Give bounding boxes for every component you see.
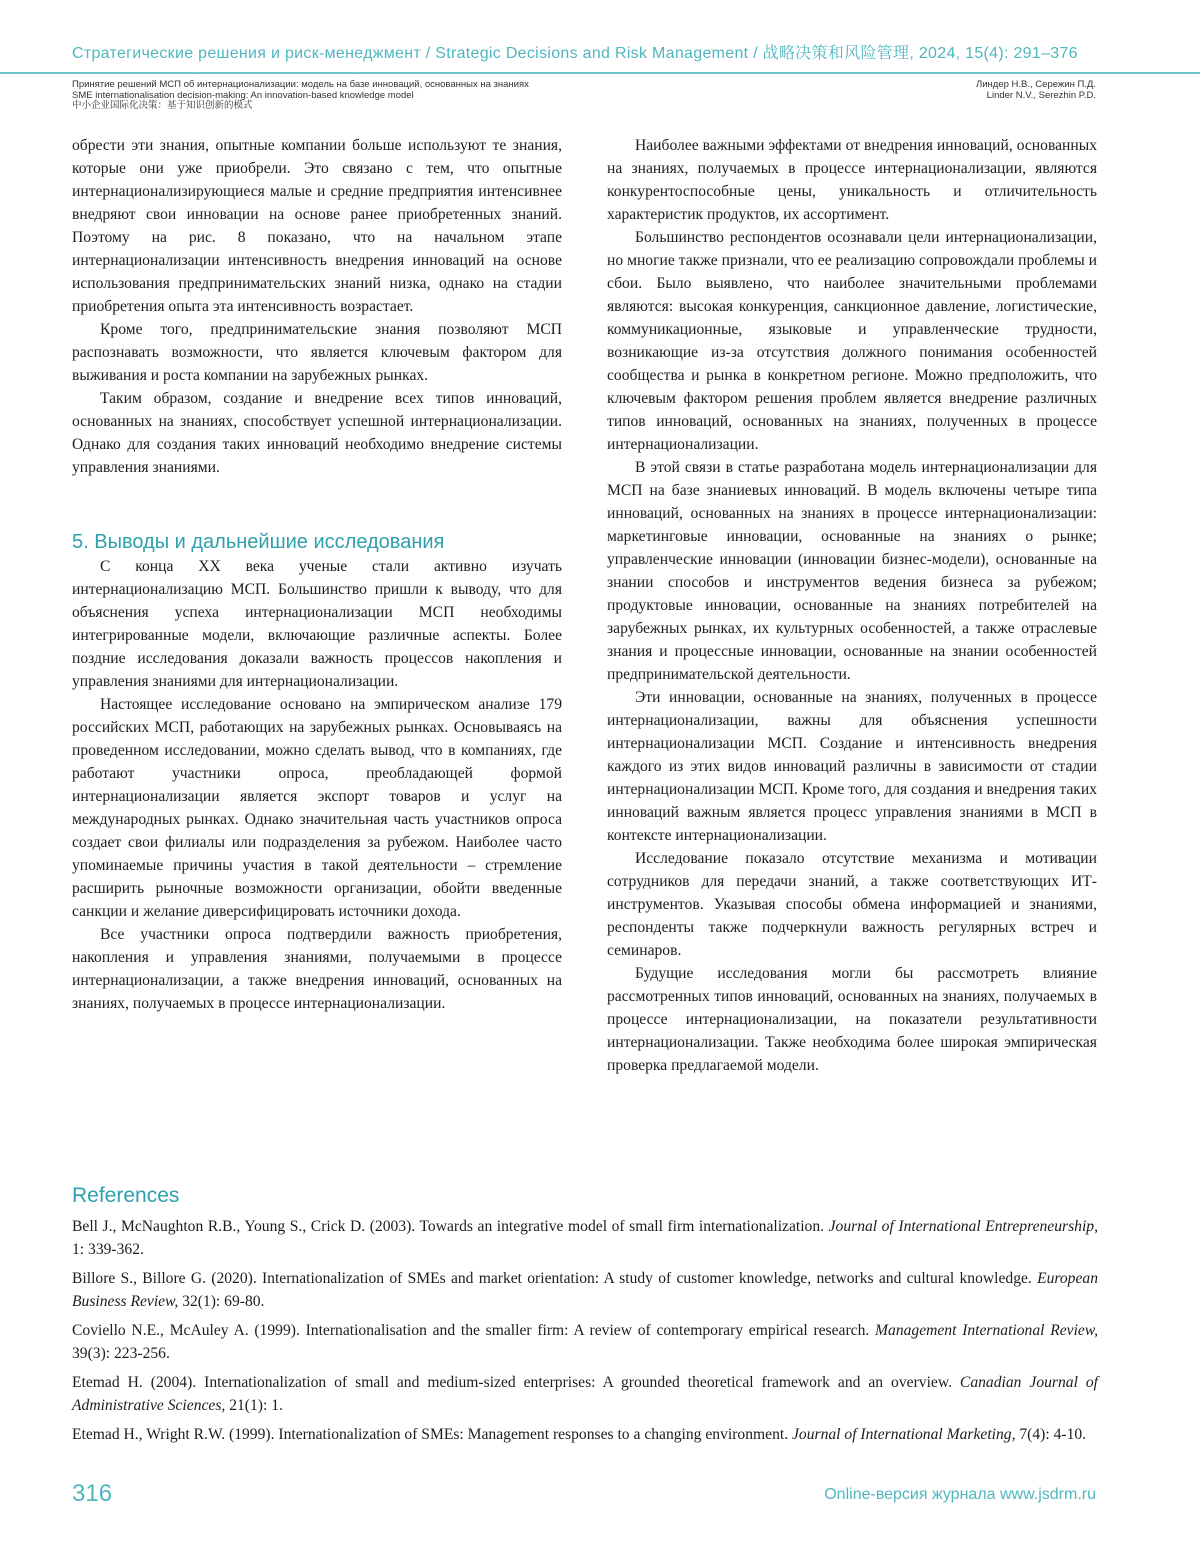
reference-text: Etemad H. (2004). Internationalization of small and medium-sized enterprises: A grounded theoretical framework and an overview. xyxy=(72,1374,960,1391)
left-column xyxy=(72,134,562,1015)
paragraph: Исследование показало отсутствие механизма и мотивации сотрудников для передачи знаний, а также соответствующих ИТ-инструментов. Указывая способы обмена информацией и знаниями, респонденты также подчеркнули важность регулярных встреч и семинаров. xyxy=(607,847,1097,962)
references-heading: References xyxy=(72,1184,179,1208)
running-head-title xyxy=(72,80,772,112)
paragraph: Наиболее важными эффектами от внедрения инноваций, основанных на знаниях, получаемых в процессе интернационализации, являются конкурентоспособные цены, уникальность и отличительность характеристик продуктов, их ассортимент. xyxy=(607,134,1097,226)
reference-source: Journal of International Entrepreneurship, xyxy=(829,1218,1098,1235)
reference-source: Journal of International Marketing, xyxy=(792,1426,1015,1443)
reference-tail: 7(4): 4-10. xyxy=(1015,1426,1086,1443)
paragraph: Таким образом, создание и внедрение всех типов инноваций, основанных на знаниях, способствует успешной интернационализации. Однако для создания таких инноваций необходимо внедрение системы управления знаниями. xyxy=(72,387,562,479)
paragraph: Кроме того, предпринимательские знания позволяют МСП распознавать возможности, что является ключевым фактором для выживания и роста компании на зарубежных рынках. xyxy=(72,318,562,387)
page-number: 316 xyxy=(72,1480,112,1508)
reference-text: Bell J., McNaughton R.B., Young S., Crick D. (2003). Towards an integrative model of small firm internationalization. xyxy=(72,1218,829,1235)
paragraph: Все участники опроса подтвердили важность приобретения, накопления и управления знаниями, получаемыми в процессе интернационализации, а также внедрения инноваций, основанных на знаниях, получаемых в процессе интернационализации. xyxy=(72,923,562,1015)
reference-item xyxy=(72,1320,1098,1365)
reference-source: Canadian Journal of Administrative Sciences, xyxy=(72,1374,1098,1414)
reference-text: Billore S., Billore G. (2020). Internationalization of SMEs and market orientation: A study of customer knowledge, networks and cultural knowledge. xyxy=(72,1270,1037,1287)
authors-ru: Линдер Н.В., Сережин П.Д. xyxy=(976,80,1096,91)
reference-tail: 32(1): 69-80. xyxy=(178,1293,264,1310)
article-title-en: SME internationalisation decision-making: An innovation-based knowledge model xyxy=(72,91,772,102)
article-title-ru: Принятие решений МСП об интернационализации: модель на базе инноваций, основанных на знаниях xyxy=(72,80,772,91)
reference-item xyxy=(72,1372,1098,1417)
paragraph: Большинство респондентов осознавали цели интернационализации, но многие также признали, что ее реализацию сопровождали проблемы и сбои. Было выявлено, что наиболее значительными проблемами являются: высокая конкуренция, санкционное давление, логистические, коммуникационные, языковые и управленческие трудности, возникающие из-за отсутствия должного понимания особенностей сообщества и рынка в конкретном регионе. Можно предположить, что ключевым фактором решения проблем является внедрение различных типов инноваций, основанных на знаниях, полученных в процессе интернационализации. xyxy=(607,226,1097,456)
reference-item xyxy=(72,1424,1098,1447)
authors-en: Linder N.V., Serezhin P.D. xyxy=(976,91,1096,102)
reference-source: Management International Review, xyxy=(875,1322,1098,1339)
right-column xyxy=(607,134,1097,1077)
article-title-zh: 中小企业国际化决策：基于知识创新的模式 xyxy=(72,101,772,112)
paragraph: обрести эти знания, опытные компании больше используют те знания, которые они уже приобрели. Это связано с тем, что опытные интернационализирующиеся малые и средние предприятия интенсивнее внедряют свои инновации на основе ранее приобретенных знаний. Поэтому на рис. 8 показано, что на начальном этапе интернационализации интенсивность внедрения инноваций на основе использования предпринимательских знаний низка, однако на стадии приобретения опыта эта интенсивность возрастает. xyxy=(72,134,562,318)
reference-source: European Business Review, xyxy=(72,1270,1098,1310)
header-divider xyxy=(0,72,1200,74)
reference-text: Coviello N.E., McAuley A. (1999). Internationalisation and the smaller firm: A review of contemporary empirical research. xyxy=(72,1322,875,1339)
reference-item xyxy=(72,1216,1098,1261)
journal-header: Стратегические решения и риск-менеджмент / Strategic Decisions and Risk Management / 战略决策和风险管理, 2024, 15(4): 291–376 xyxy=(72,40,1128,63)
references-list xyxy=(72,1216,1098,1454)
reference-item xyxy=(72,1268,1098,1313)
running-head-authors xyxy=(976,80,1096,101)
reference-tail: 39(3): 223-256. xyxy=(72,1345,170,1362)
reference-tail: 21(1): 1. xyxy=(225,1397,283,1414)
online-version-link[interactable]: Online-версия журнала www.jsdrm.ru xyxy=(824,1486,1096,1504)
section-heading: 5. Выводы и дальнейшие исследования xyxy=(72,529,562,555)
paragraph: В этой связи в статье разработана модель интернационализации для МСП на базе знаниевых инноваций. В модель включены четыре типа инноваций, основанных на знаниях в процессе интернационализации: маркетинговые инновации, основанные на знаниях о рынке; управленческие инновации (инновации бизнес-модели), основанные на знании способов и инструментов ведения бизнеса за рубежом; продуктовые инновации, основанные на знаниях потребителей на зарубежных рынках, их культурных особенностей, а также отраслевые знания и процессные инновации, основанные на знании особенностей предпринимательской деятельности. xyxy=(607,456,1097,686)
reference-text: Etemad H., Wright R.W. (1999). Internationalization of SMEs: Management responses to a changing environment. xyxy=(72,1426,792,1443)
paragraph: Будущие исследования могли бы рассмотреть влияние рассмотренных типов инноваций, основанных на знаниях, получаемых в процессе интернационализации, на показатели результативности интернационализации. Также необходима более широкая эмпирическая проверка предлагаемой модели. xyxy=(607,962,1097,1077)
paragraph: Настоящее исследование основано на эмпирическом анализе 179 российских МСП, работающих на зарубежных рынках. Основываясь на проведенном исследовании, можно сделать вывод, что в компаниях, где работают участники опроса, преобладающей формой интернационализации является экспорт товаров и услуг на международных рынках. Однако значительная часть участников опроса создает свои филиалы или подразделения за рубежом. Наиболее часто упоминаемые причины участия в такой деятельности – стремление расширить рыночные возможности организации, обойти введенные санкции и желание диверсифицировать источники дохода. xyxy=(72,693,562,923)
reference-tail: 1: 339-362. xyxy=(72,1241,144,1258)
paragraph: С конца XX века ученые стали активно изучать интернационализацию МСП. Большинство пришли к выводу, что для объяснения успеха интернационализации МСП необходимы интегрированные модели, включающие различные аспекты. Более поздние исследования доказали важность процессов накопления и управления знаниями для интернационализации. xyxy=(72,555,562,693)
paragraph: Эти инновации, основанные на знаниях, полученных в процессе интернационализации, важны для объяснения успешности интернационализации МСП. Создание и интенсивность внедрения каждого из этих видов инноваций различны в зависимости от стадии интернационализации МСП. Кроме того, для создания и внедрения таких инноваций важным является процесс управления знаниями в МСП в контексте интернационализации. xyxy=(607,686,1097,847)
